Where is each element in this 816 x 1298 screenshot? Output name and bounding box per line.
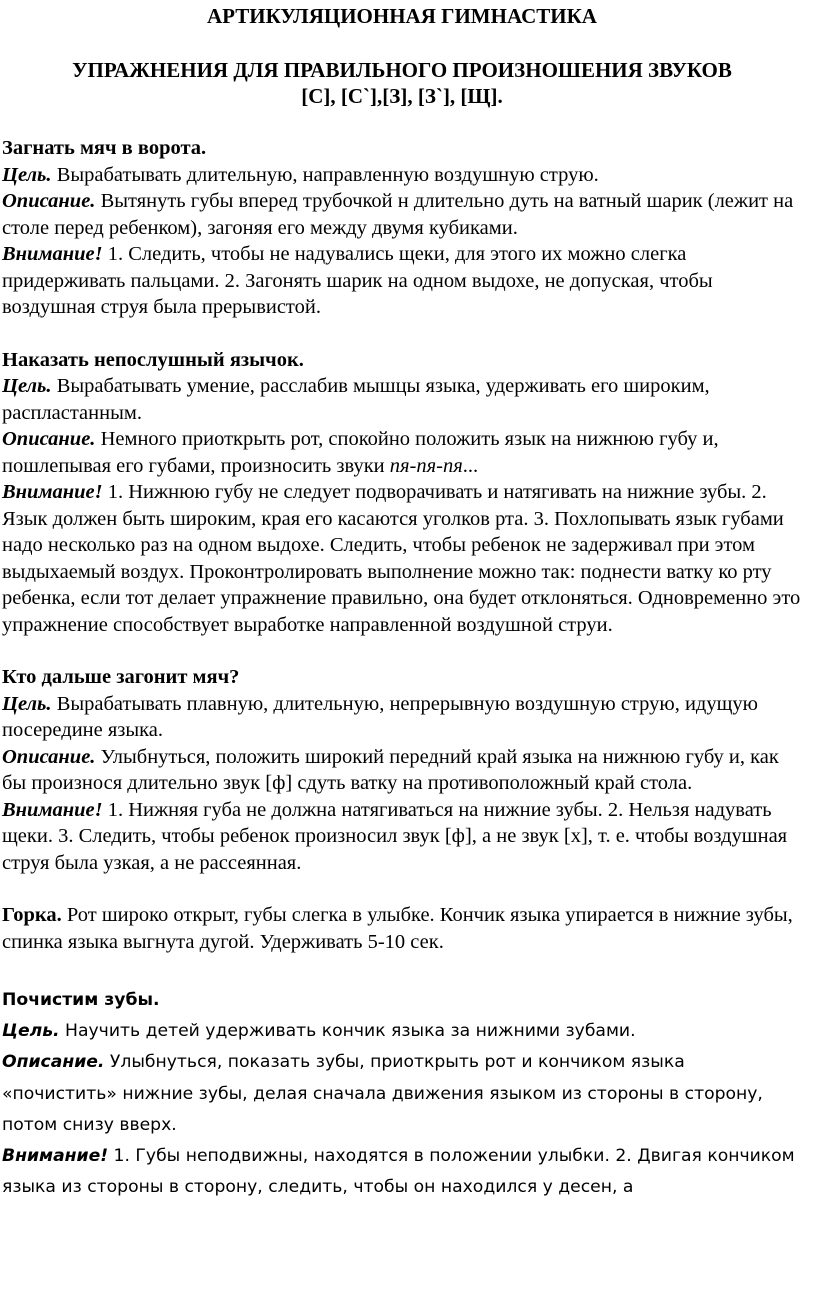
description-text: Улыбнуться, показать зубы, приоткрыть рот и кончиком языка «почистить» нижние зубы, делая сначала движения языком из стороны в сторону, потом снизу вверх.: [2, 1052, 763, 1135]
document-title: АРТИКУЛЯЦИОННАЯ ГИМНАСТИКА: [207, 4, 597, 28]
exercise-heading: Наказать непослушный язычок.: [2, 348, 304, 371]
exercise-description: [2, 426, 802, 479]
note-text: 1. Нижняя губа не должна натягиваться на нижние зубы. 2. Нельзя надувать щеки. 3. Следить, чтобы ребенок произносил звук [ф], а не звук [х], т. е. чтобы воздушная струя была узкая, а не рассеянная.: [2, 798, 788, 874]
subtitle-line-1: УПРАЖНЕНИЯ ДЛЯ ПРАВИЛЬНОГО ПРОИЗНОШЕНИЯ ЗВУКОВ: [72, 58, 732, 82]
description-italic-sounds: пя-пя-пя: [389, 454, 463, 477]
goal-label: Цель.: [2, 1021, 60, 1042]
description-end: ...: [462, 454, 479, 477]
note-text: 1. Нижнюю губу не следует подворачивать и натягивать на нижние зубы. 2. Язык должен быть широким, края его касаются уголков рта. 3. Похлопывать язык губами надо несколько раз на одном выдохе. Следить, чтобы ребенок не задерживал при этом выдыхаемый воздух. Проконтролировать выполнение можно так: поднести ватку ко рту ребенка, если тот делает упражнение правильно, она будет отклоняться. Одновременно это упражнение способствует выработке направленной воздушной струи.: [2, 481, 801, 636]
goal-text: Научить детей удерживать кончик языка за нижними зубами.: [59, 1021, 636, 1042]
description-text: Немного приоткрыть рот, спокойно положить язык на нижнюю губу и, пошлепывая его губами, произносить звуки: [2, 428, 719, 477]
exercise-goal: [2, 691, 802, 744]
exercise-body: [2, 902, 802, 955]
goal-text: Вырабатывать умение, расслабив мышцы языка, удерживать его широким, распластанным.: [2, 375, 710, 424]
note-label: Внимание!: [2, 243, 103, 265]
goal-label: Цель.: [2, 163, 52, 186]
exercise-3: [2, 664, 802, 876]
note-text: 1. Губы неподвижны, находятся в положении улыбки. 2. Двигая кончиком языка из стороны в сторону, следить, чтобы он находился у десен, а: [2, 1146, 795, 1198]
exercise-note: [2, 797, 802, 877]
description-label: Описание.: [2, 428, 96, 450]
goal-text: Вырабатывать плавную, длительную, непрерывную воздушную струю, идущую посередине языка.: [2, 692, 758, 741]
description-label: Описание.: [2, 1052, 105, 1073]
exercise-goal: [2, 373, 802, 426]
subtitle-line-2: [С], [С`],[З], [З`], [Щ].: [301, 84, 503, 108]
exercise-note: [2, 479, 802, 638]
exercise-heading: Кто дальше загонит мяч?: [2, 666, 240, 688]
exercise-heading: Загнать мяч в ворота.: [2, 137, 207, 159]
exercise-1: [2, 135, 802, 321]
exercise-note: [2, 241, 802, 321]
note-label: Внимание!: [2, 798, 103, 821]
document-subtitle: [2, 57, 802, 109]
exercise-heading: Горка.: [2, 904, 62, 926]
goal-label: Цель.: [2, 375, 52, 397]
note-label: Внимание!: [2, 481, 103, 503]
exercise-description: [2, 744, 802, 797]
exercise-5: [2, 985, 802, 1203]
exercise-goal: [2, 162, 802, 189]
exercise-2: [2, 347, 802, 639]
exercise-note: [2, 1141, 802, 1203]
exercise-description: [2, 188, 802, 241]
description-label: Описание.: [2, 745, 96, 768]
document-page: [0, 4, 816, 1203]
description-label: Описание.: [2, 190, 96, 212]
note-label: Внимание!: [2, 1146, 109, 1167]
exercise-heading: Почистим зубы.: [2, 990, 160, 1010]
note-text: 1. Следить, чтобы не надувались щеки, для этого их можно слегка придерживать пальцами. 2. Загонять шарик на одном выдохе, не допуская, чтобы воздушная струя была прерывистой.: [2, 243, 713, 318]
description-text: Вытянуть губы вперед трубочкой н длительно дуть на ватный шарик (лежит на столе перед ребенком), загоняя его между двумя кубиками.: [2, 190, 794, 239]
exercise-4: [2, 902, 802, 955]
goal-text: Вырабатывать длительную, направленную воздушную струю.: [51, 163, 599, 186]
exercise-goal: [2, 1016, 802, 1047]
goal-label: Цель.: [2, 692, 52, 715]
description-text: Улыбнуться, положить широкий передний край языка на нижнюю губу и, как бы произнося длительно звук [ф] сдуть ватку на противоположный край стола.: [2, 745, 779, 794]
exercise-text: Рот широко открыт, губы слегка в улыбке. Кончик языка упирается в нижние зубы, спинка языка выгнута дугой. Удерживать 5-10 сек.: [2, 904, 793, 953]
exercise-description: [2, 1047, 802, 1141]
